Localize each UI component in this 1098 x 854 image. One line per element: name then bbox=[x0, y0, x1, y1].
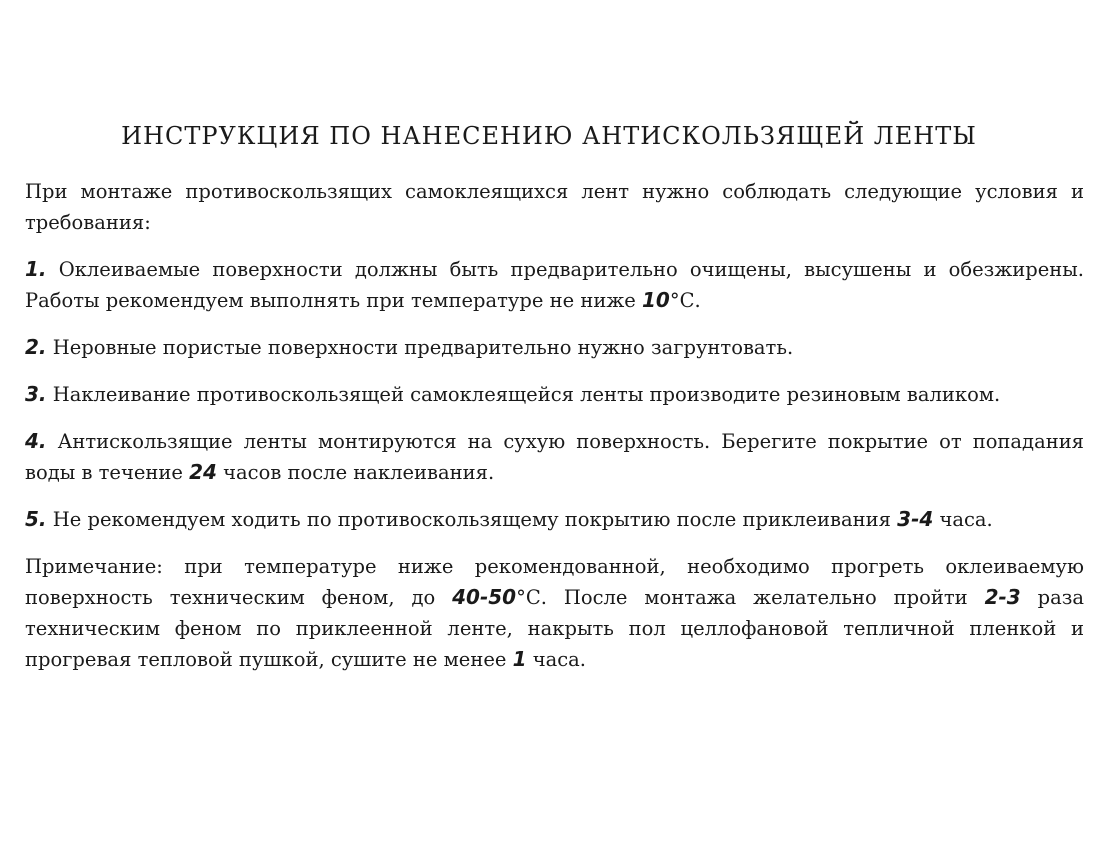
note-value: 2-3 bbox=[984, 585, 1021, 609]
item-number: 2. bbox=[25, 335, 47, 359]
note-text: часа. bbox=[526, 648, 587, 671]
item-text: Оклеиваемые поверхности должны быть предварительно очищены, высушены и обезжирены. Работы рекомендуем выполнять при температуре не ниже bbox=[25, 258, 1084, 312]
page-title: ИНСТРУКЦИЯ ПО НАНЕСЕНИЮ АНТИСКОЛЬЗЯЩЕЙ ЛЕНТЫ bbox=[121, 122, 977, 150]
item-number: 5. bbox=[25, 507, 47, 531]
item-text: Неровные пористые поверхности предварительно нужно загрунтовать. bbox=[46, 336, 794, 359]
item-value: 10 bbox=[642, 288, 670, 312]
instruction-body bbox=[25, 176, 1084, 691]
item-suffix: °С. bbox=[669, 289, 701, 312]
note-text: Примечание: при температуре ниже рекомендованной, необходимо прогреть оклеиваемую поверхность техническим феном, до bbox=[25, 555, 1084, 609]
note-text: °С. После монтажа желательно пройти bbox=[516, 586, 985, 609]
note-value: 1 bbox=[512, 647, 527, 671]
instruction-item-2 bbox=[25, 332, 1084, 363]
intro-paragraph: При монтаже противоскользящих самоклеящихся лент нужно соблюдать следующие условия и требования: bbox=[25, 180, 1084, 234]
instruction-item-5 bbox=[25, 504, 1084, 535]
item-value: 24 bbox=[189, 460, 217, 484]
item-number: 4. bbox=[25, 429, 47, 453]
item-text: Наклеивание противоскользящей самоклеящейся ленты производите резиновым валиком. bbox=[46, 383, 1001, 406]
note-text: раза техническим феном по приклеенной ленте, накрыть пол целлофановой тепличной пленкой и прогревая тепловой пушкой, сушите не менее bbox=[25, 586, 1084, 671]
item-number: 3. bbox=[25, 382, 47, 406]
note-value: 40-50 bbox=[452, 585, 517, 609]
item-text: Антискользящие ленты монтируются на сухую поверхность. Берегите покрытие от попадания воды в течение bbox=[25, 430, 1084, 484]
item-number: 1. bbox=[25, 257, 47, 281]
instruction-item-1 bbox=[25, 254, 1084, 316]
instruction-item-4 bbox=[25, 426, 1084, 488]
item-value: 3-4 bbox=[897, 507, 934, 531]
instruction-item-3 bbox=[25, 379, 1084, 410]
note-paragraph bbox=[25, 551, 1084, 675]
item-suffix: часов после наклеивания. bbox=[216, 461, 495, 484]
item-suffix: часа. bbox=[933, 508, 993, 531]
item-text: Не рекомендуем ходить по противоскользящему покрытию после приклеивания bbox=[46, 508, 898, 531]
